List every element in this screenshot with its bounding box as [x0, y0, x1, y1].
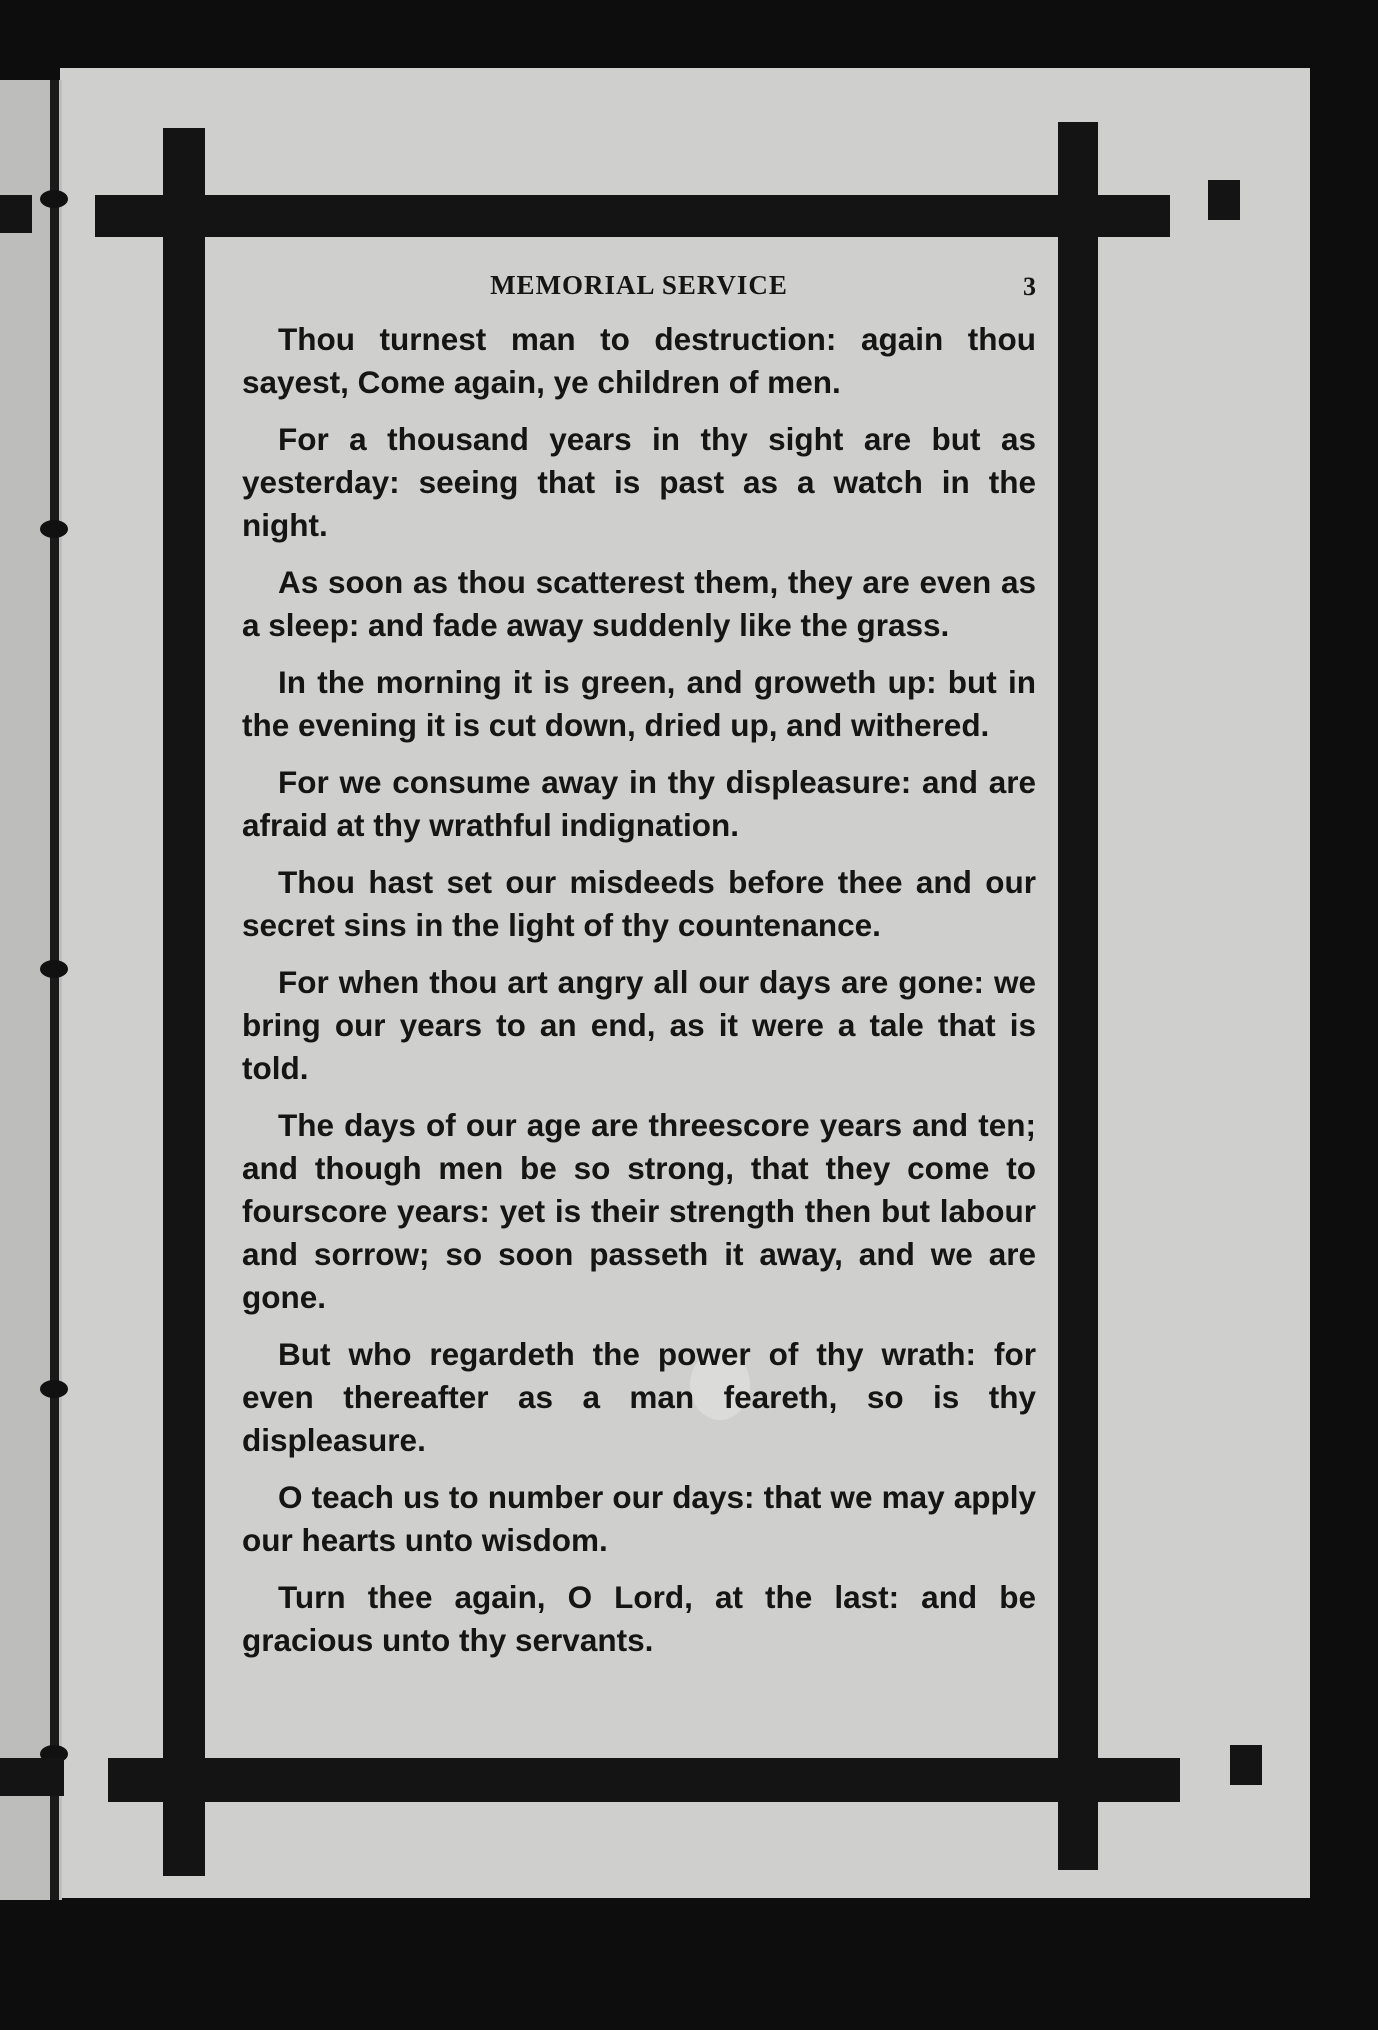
border-bottom-bar	[108, 1758, 1180, 1802]
verse: For when thou art angry all our days are gone: we bring our years to an end, as it were a tale that is told.	[242, 964, 1036, 1086]
verse: But who regardeth the power of thy wrath: for even thereafter as a man feareth, so is thy displeasure.	[242, 1336, 1036, 1458]
verse: Thou hast set our misdeeds before thee and our secret sins in the light of thy countenance.	[242, 864, 1036, 943]
spine-ornament	[40, 1380, 68, 1398]
border-stub-right-bottom	[1230, 1745, 1262, 1785]
spine-ornament	[40, 190, 68, 208]
verse: As soon as thou scatterest them, they are even as a sleep: and fade away suddenly like the grass.	[242, 564, 1036, 643]
border-stub-right-top	[1208, 180, 1240, 220]
header-title: MEMORIAL SERVICE	[490, 270, 788, 300]
verse: The days of our age are threescore years and ten; and though men be so strong, that they come to fourscore years: yet is their strength then but labour and sorrow; so soon passeth it away, and we are gone.	[242, 1107, 1036, 1315]
book-spine	[50, 80, 59, 1900]
verse: In the morning it is green, and groweth up: but in the evening it is cut down, dried up, and withered.	[242, 664, 1036, 743]
running-header	[242, 270, 1036, 318]
border-right-bar	[1058, 122, 1098, 1870]
spine-ornament	[40, 960, 68, 978]
verse: O teach us to number our days: that we may apply our hearts unto wisdom.	[242, 1479, 1036, 1558]
verse: For a thousand years in thy sight are but as yesterday: seeing that is past as a watch in the night.	[242, 421, 1036, 543]
spine-ornament	[40, 520, 68, 538]
border-top-bar	[95, 195, 1170, 237]
verse: Thou turnest man to destruction: again thou sayest, Come again, ye children of men.	[242, 321, 1036, 400]
border-stub-left-bottom	[0, 1758, 64, 1796]
page-number: 3	[1023, 272, 1036, 301]
border-stub-left-top	[0, 195, 32, 233]
verse: Turn thee again, O Lord, at the last: and be gracious unto thy servants.	[242, 1579, 1036, 1658]
verse: For we consume away in thy displeasure: and are afraid at thy wrathful indignation.	[242, 764, 1036, 843]
border-left-bar	[163, 128, 205, 1876]
page-text	[242, 270, 1036, 1676]
